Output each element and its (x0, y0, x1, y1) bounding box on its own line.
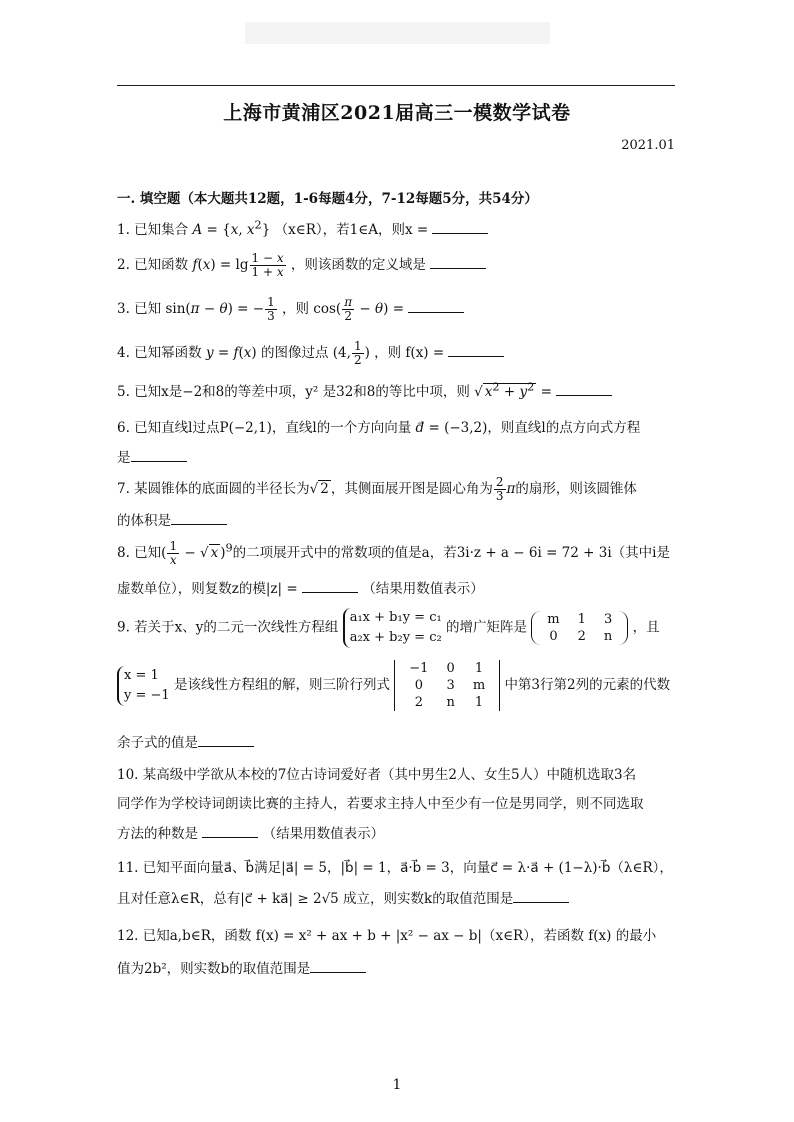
q4-post: ，则 f(x) = (374, 345, 445, 361)
solution-row: x = 1 (124, 667, 159, 683)
matrix-cell: 3 (603, 612, 613, 627)
q8-mid: 的二项展开式中的常数项的值是a，若3i·z + a − 6i = 72 + 3i（其中i是 (232, 545, 670, 561)
matrix-cell: 0 (549, 629, 558, 644)
section-heading: 一. 填空题（本大题共12题，1-6每题4分，7-12每题5分，共54分） (117, 191, 538, 207)
matrix-cell: n (603, 629, 613, 644)
q9-mid: 的增广矩阵是 (446, 619, 527, 636)
q9-line2a: 是该线性方程组的解，则三阶行列式 (173, 677, 390, 693)
det-cell: 3 (446, 678, 455, 693)
answer-blank-11[interactable] (513, 889, 569, 903)
q4-pre: 4. 已知幂函数 (117, 345, 202, 361)
equation-row: a₁x + b₁y = c₁ (349, 610, 442, 625)
q3-pre: 3. 已知 (117, 301, 162, 317)
det-cell: 2 (414, 695, 423, 710)
answer-blank-2[interactable] (430, 255, 486, 269)
q9-post: ，且 (632, 619, 660, 636)
q8-line2a: 虚数单位），则复数z的模|z| = (117, 581, 298, 597)
matrix-cell: 2 (577, 629, 586, 644)
answer-blank-5[interactable] (556, 382, 612, 396)
q5-text: 5. 已知x是−2和8的等差中项，y² 是32和8的等比中项，则 (117, 384, 470, 400)
answer-blank-9[interactable] (198, 733, 254, 747)
q9-pre: 9. 若关于x、y的二元一次线性方程组 (117, 619, 339, 636)
answer-blank-4[interactable] (448, 343, 504, 357)
question-10-cont: 同学作为学校诗词朗读比赛的主持人，若要求主持人中至少有一位是男同学，则不同选取 (117, 796, 644, 812)
question-5: 5. 已知x是−2和8的等差中项，y² 是32和8的等比中项，则 √ $x^2 + y^2$ = (117, 380, 612, 400)
question-10-cont2 (117, 822, 384, 842)
q10-line3b: （结果用数值表示） (262, 826, 385, 842)
matrix-cell: m (547, 612, 560, 627)
question-6: 6. 已知直线l过点P(−2,1)，直线l的一个方向向量 d⃗ = (−3,2)，则直线l的点方向式方程 (117, 420, 641, 436)
q1-pre: 1. 已知集合 (117, 222, 189, 238)
det-cell: 1 (474, 661, 484, 676)
question-9 (117, 608, 660, 648)
question-7: 7. 某圆锥体的底面圆的半径长为√ 2 ，其侧面展开图是圆心角为 $\frac{2}{3}$ π的扇形，则该圆锥体 (117, 475, 637, 503)
question-11: 11. 已知平面向量a⃗、b⃗满足|a⃗| = 5，|b⃗| = 1，a⃗·b⃗ = 3，向量c⃗ = λ·a⃗ + (1−λ)·b⃗（λ∈R）， (117, 860, 673, 876)
answer-blank-8[interactable] (302, 579, 358, 593)
matrix-cell: 1 (577, 612, 586, 627)
question-9-cont (117, 660, 670, 711)
q2-post: ，则该函数的定义域是 (290, 257, 426, 273)
answer-blank-12[interactable] (310, 959, 366, 973)
q7-line2: 的体积是 (117, 513, 171, 529)
page-number: 1 (392, 1077, 402, 1093)
solution-system (117, 666, 170, 706)
question-1: 1. 已知集合 A = {x, $x^2$} （x∈R），若1∈A，则x = (117, 218, 488, 238)
answer-blank-10[interactable] (202, 824, 258, 838)
question-12: 12. 已知a,b∈R，函数 f(x) = x² + ax + b + |x² − ax − b|（x∈R），若函数 f(x) 的最小 (117, 928, 657, 944)
q11-line2a: 且对任意λ∈R，总有|c⃗ + ka⃗| ≥ 2√5 成立，则实数k的取值范围是 (117, 891, 514, 907)
q6-line2: 是 (117, 450, 131, 466)
answer-blank-7[interactable] (171, 511, 227, 525)
question-11-cont (117, 887, 569, 907)
q7-mid: ，其侧面展开图是圆心角为 (330, 481, 493, 497)
question-7-cont (117, 509, 227, 529)
q7-pre: 7. 某圆锥体的底面圆的半径长为 (117, 481, 310, 497)
question-9-cont2 (117, 731, 254, 751)
question-4: 4. 已知幂函数 y = f(x) 的图像过点 (4, $\frac{1}{2}$ ) ，则 f(x) = (117, 340, 504, 367)
header-placeholder-box (245, 22, 550, 44)
question-6-cont (117, 446, 187, 466)
question-10: 10. 某高级中学欲从本校的7位古诗词爱好者（其中男生2人、女生5人）中随机选取3名 (117, 767, 637, 783)
question-8-cont (117, 577, 484, 597)
question-3: 3. 已知 sin(π − θ) = − $\frac{1}{3}$ ，则 cos( $\frac{\pi}{2}$ − θ) = (117, 296, 464, 323)
equation-row: a₂x + b₂y = c₂ (349, 630, 442, 645)
exam-date: 2021.01 (621, 138, 675, 153)
q8-pre: 8. 已知 (117, 545, 162, 561)
q6-line1: 6. 已知直线l过点P(−2,1)，直线l的一个方向向量 (117, 420, 412, 436)
q9-line2b: 中第3行第2列的元素的代数 (504, 677, 671, 693)
det-cell: 0 (414, 678, 423, 693)
q6-line1b: ，则直线l的点方向式方程 (487, 420, 641, 436)
det-cell: n (446, 695, 455, 710)
q12-line2a: 值为2b²，则实数b的取值范围是 (117, 961, 311, 977)
answer-blank-1[interactable] (432, 220, 488, 234)
solution-row: y = −1 (124, 687, 170, 703)
question-2: 2. 已知函数 f(x) = lg $\frac{1 - x}{1 + x}$ ，则该函数的定义域是 (117, 252, 486, 279)
question-8: 8. 已知( $\frac{1}{x}$ − √ x )$^9$的二项展开式中的常数项的值是a，若3i·z + a − 6i = 72 + 3i（其中i是 (117, 539, 670, 567)
equation-system (343, 608, 442, 648)
det-cell: 1 (474, 695, 484, 710)
q4-mid: 的图像过点 (260, 345, 329, 361)
page-title: 上海市黄浦区2021届高三一模数学试卷 (223, 102, 571, 124)
q8-line2b: （结果用数值表示） (362, 581, 484, 597)
augmented-matrix (531, 611, 628, 645)
q9-line3: 余子式的值是 (117, 735, 198, 751)
answer-blank-6[interactable] (131, 448, 187, 462)
answer-blank-3[interactable] (408, 299, 464, 313)
det-cell: m (472, 678, 486, 693)
question-12-cont (117, 957, 366, 977)
q3-mid: ，则 (282, 301, 310, 317)
q10-line3a: 方法的种数是 (117, 826, 198, 842)
det-cell: 0 (446, 661, 455, 676)
q2-pre: 2. 已知函数 (117, 257, 189, 273)
header-rule (117, 85, 675, 86)
determinant (394, 660, 500, 711)
det-cell: −1 (409, 661, 429, 676)
q1-mid: （x∈R），若1∈A，则x = (274, 222, 429, 238)
q7-post: 的扇形，则该圆锥体 (515, 481, 637, 497)
